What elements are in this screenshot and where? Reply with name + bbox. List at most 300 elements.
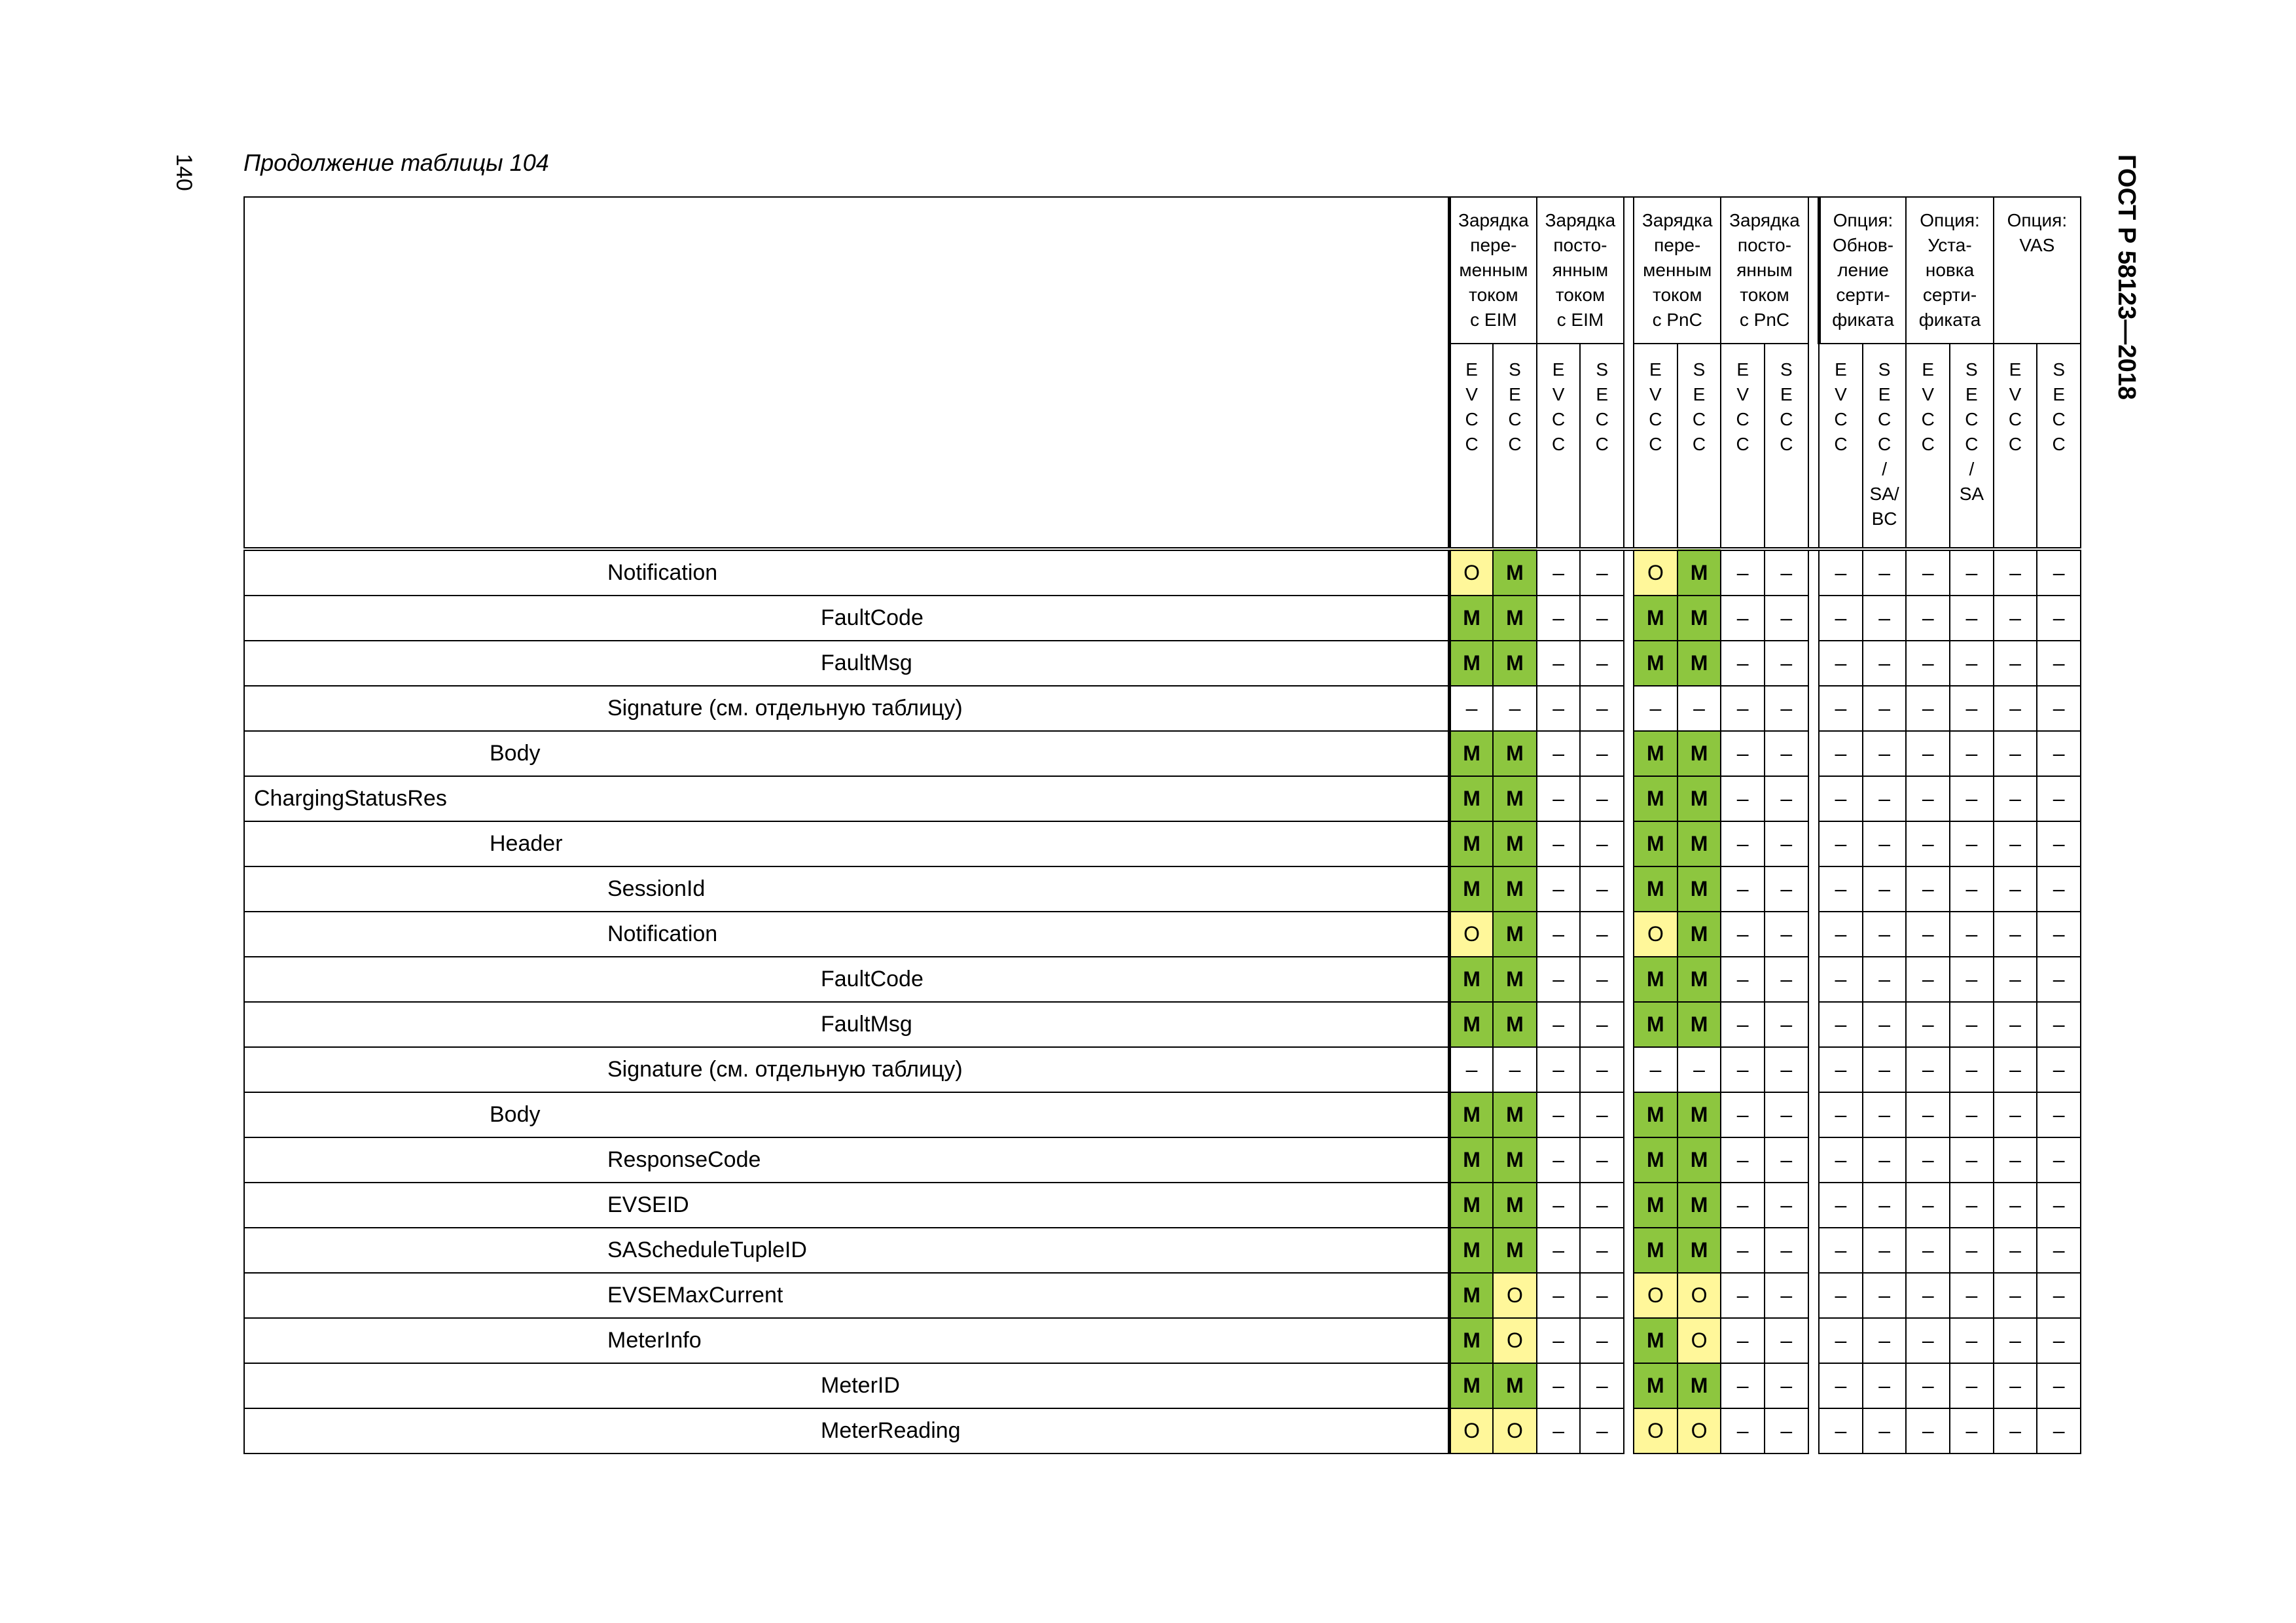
column-gap [1808, 686, 1820, 731]
requirement-cell: M [1634, 596, 1677, 641]
element-name: Signature (см. отдельную таблицу) [244, 1047, 1450, 1092]
requirement-cell: – [1765, 731, 1808, 776]
table-caption: Продолжение таблицы 104 [243, 149, 549, 176]
requirement-cell: – [1580, 731, 1624, 776]
requirement-cell: – [1950, 1273, 1994, 1318]
column-gap [1624, 1047, 1634, 1092]
requirement-cell: – [1765, 776, 1808, 821]
requirement-cell: – [2037, 866, 2081, 912]
column-gap [1808, 1092, 1820, 1137]
requirement-cell: – [1721, 1183, 1765, 1228]
table-row [244, 686, 2081, 731]
requirement-cell: – [1950, 1047, 1994, 1092]
requirement-cell: – [2037, 776, 2081, 821]
requirement-cell: – [1721, 1408, 1765, 1454]
requirement-cell: – [1906, 912, 1950, 957]
requirement-cell: – [1863, 957, 1907, 1002]
requirement-cell: – [1994, 596, 2037, 641]
column-gap [1808, 1183, 1820, 1228]
requirement-cell: – [1765, 957, 1808, 1002]
requirement-cell: M [1493, 1092, 1537, 1137]
requirement-cell: M [1450, 1228, 1494, 1273]
requirement-cell: – [1634, 1047, 1677, 1092]
element-name: EVSEID [244, 1183, 1450, 1228]
column-gap [1624, 1273, 1634, 1318]
element-name: SessionId [244, 866, 1450, 912]
table-row [244, 549, 2081, 596]
requirement-cell: – [1906, 1318, 1950, 1363]
requirement-cell: M [1677, 1092, 1721, 1137]
role-header: E V C C [1634, 344, 1677, 549]
requirement-cell: – [1906, 1137, 1950, 1183]
requirement-cell: – [1721, 1047, 1765, 1092]
requirement-cell: – [1580, 1228, 1624, 1273]
requirement-cell: – [1721, 731, 1765, 776]
requirement-cell: – [1819, 957, 1863, 1002]
requirement-cell: – [1537, 596, 1581, 641]
requirement-cell: – [1765, 1137, 1808, 1183]
requirement-cell: M [1450, 641, 1494, 686]
requirement-cell: – [1765, 1318, 1808, 1363]
requirement-cell: M [1677, 776, 1721, 821]
requirement-cell: – [1819, 1273, 1863, 1318]
requirement-cell: – [1450, 686, 1494, 731]
requirement-cell: – [1819, 821, 1863, 866]
column-gap [1808, 1137, 1820, 1183]
requirement-cell: – [1580, 1002, 1624, 1047]
requirement-cell: – [1537, 641, 1581, 686]
requirement-cell: – [2037, 912, 2081, 957]
requirement-cell: O [1493, 1318, 1537, 1363]
requirement-cell: – [1906, 1363, 1950, 1408]
requirement-cell: M [1493, 1002, 1537, 1047]
table-row [244, 866, 2081, 912]
requirement-cell: – [1819, 866, 1863, 912]
requirement-cell: M [1450, 1273, 1494, 1318]
element-name: FaultMsg [244, 1002, 1450, 1047]
requirement-cell: M [1677, 1137, 1721, 1183]
requirement-cell: M [1450, 1363, 1494, 1408]
requirement-cell: M [1677, 957, 1721, 1002]
requirement-cell: – [1994, 912, 2037, 957]
requirement-cell: – [1721, 596, 1765, 641]
requirement-cell: – [1863, 1002, 1907, 1047]
requirement-cell: – [1950, 1183, 1994, 1228]
table-row [244, 1002, 2081, 1047]
group-header [1450, 197, 1537, 344]
column-gap [1808, 1408, 1820, 1454]
requirement-cell: M [1493, 912, 1537, 957]
requirement-cell: – [1863, 1363, 1907, 1408]
requirement-cell: – [1863, 866, 1907, 912]
role-header: E V C C [1994, 344, 2037, 549]
column-gap [1808, 641, 1820, 686]
requirement-cell: – [1906, 1092, 1950, 1137]
group-header [1634, 197, 1721, 344]
requirement-cell: – [1721, 776, 1765, 821]
element-name: Signature (см. отдельную таблицу) [244, 686, 1450, 731]
requirement-cell: – [1906, 1273, 1950, 1318]
requirement-cell: M [1677, 821, 1721, 866]
requirement-cell: – [1537, 1408, 1581, 1454]
requirement-cell: – [1677, 686, 1721, 731]
requirement-cell: – [1863, 1228, 1907, 1273]
requirement-cell: – [1819, 686, 1863, 731]
requirement-cell: – [2037, 1047, 2081, 1092]
element-name: ResponseCode [244, 1137, 1450, 1183]
column-gap [1624, 957, 1634, 1002]
requirement-cell: – [1537, 1137, 1581, 1183]
requirement-cell: – [1721, 912, 1765, 957]
column-gap [1624, 1002, 1634, 1047]
requirement-cell: O [1677, 1273, 1721, 1318]
requirement-cell: – [1863, 1183, 1907, 1228]
table-row [244, 1047, 2081, 1092]
group-header-label: Зарядка пере- менным током с EIM [1458, 210, 1529, 330]
column-gap [1624, 776, 1634, 821]
group-header-label: Зарядка посто- янным током с EIM [1545, 210, 1616, 330]
requirement-cell: – [1994, 866, 2037, 912]
requirement-cell: – [1721, 1318, 1765, 1363]
column-gap [1624, 1092, 1634, 1137]
requirement-cell: – [1906, 1002, 1950, 1047]
requirement-cell: M [1634, 1183, 1677, 1228]
requirement-cell: – [1994, 1363, 2037, 1408]
requirement-cell: – [1819, 1092, 1863, 1137]
element-name: MeterInfo [244, 1318, 1450, 1363]
requirement-cell: – [1863, 1092, 1907, 1137]
requirement-cell: – [1537, 866, 1581, 912]
requirement-cell: O [1450, 912, 1494, 957]
requirement-cell: – [1721, 1228, 1765, 1273]
requirement-cell: – [1994, 1092, 2037, 1137]
column-gap [1808, 776, 1820, 821]
table-row [244, 1363, 2081, 1408]
requirement-cell: – [1994, 1002, 2037, 1047]
requirement-cell: M [1450, 821, 1494, 866]
requirement-cell: M [1634, 1137, 1677, 1183]
requirement-cell: – [1537, 1318, 1581, 1363]
column-gap [1808, 1002, 1820, 1047]
requirement-cell: – [1994, 731, 2037, 776]
requirement-cell: – [1950, 821, 1994, 866]
requirement-cell: – [1906, 957, 1950, 1002]
requirement-cell: – [1537, 731, 1581, 776]
requirement-cell: M [1450, 1183, 1494, 1228]
requirement-cell: – [1819, 776, 1863, 821]
requirement-cell: – [1580, 957, 1624, 1002]
requirement-cell: – [1580, 821, 1624, 866]
column-gap [1808, 731, 1820, 776]
role-header: E V C C [1537, 344, 1581, 549]
requirement-cell: – [1580, 912, 1624, 957]
requirement-cell: – [1580, 1047, 1624, 1092]
table-row [244, 776, 2081, 821]
requirement-cell: M [1493, 776, 1537, 821]
role-header: E V C C [1906, 344, 1950, 549]
requirement-cell: – [1863, 596, 1907, 641]
requirement-cell: M [1450, 1137, 1494, 1183]
requirement-cell: – [1580, 1092, 1624, 1137]
requirement-cell: – [1537, 1228, 1581, 1273]
requirement-cell: – [1537, 957, 1581, 1002]
requirement-cell: M [1677, 1183, 1721, 1228]
table-row [244, 596, 2081, 641]
requirement-cell: O [1634, 1408, 1677, 1454]
requirement-cell: O [1450, 549, 1494, 596]
requirement-cell: – [1721, 821, 1765, 866]
requirement-cell: M [1493, 1183, 1537, 1228]
role-header: S E C C / SA [1950, 344, 1994, 549]
table-row [244, 912, 2081, 957]
requirement-cell: O [1634, 549, 1677, 596]
group-header [1906, 197, 1993, 344]
element-name: Notification [244, 912, 1450, 957]
requirement-cell: – [1537, 686, 1581, 731]
role-header: S E C C [1765, 344, 1808, 549]
requirement-cell: M [1450, 957, 1494, 1002]
requirement-cell: – [1950, 866, 1994, 912]
column-gap [1624, 641, 1634, 686]
requirement-cell: M [1634, 641, 1677, 686]
requirement-cell: – [1994, 1228, 2037, 1273]
requirement-cell: – [2037, 1318, 2081, 1363]
element-name: Body [244, 1092, 1450, 1137]
group-header-label: Зарядка пере- менным током с PnC [1641, 210, 1713, 330]
table-row [244, 1318, 2081, 1363]
requirement-cell: – [1537, 549, 1581, 596]
requirement-cell: – [1906, 549, 1950, 596]
requirement-cell: – [1906, 821, 1950, 866]
requirement-cell: M [1450, 776, 1494, 821]
requirement-cell: – [1537, 1047, 1581, 1092]
requirement-cell: M [1634, 1318, 1677, 1363]
requirement-cell: – [1580, 1408, 1624, 1454]
requirement-cell: O [1634, 912, 1677, 957]
element-name: FaultCode [244, 596, 1450, 641]
requirement-cell: – [1994, 957, 2037, 1002]
requirement-cell: M [1677, 1228, 1721, 1273]
header-blank-cell [244, 197, 1450, 549]
requirement-cell: – [1819, 1047, 1863, 1092]
requirement-cell: – [1765, 912, 1808, 957]
column-gap [1624, 1363, 1634, 1408]
requirement-cell: – [1580, 549, 1624, 596]
requirement-cell: – [1721, 866, 1765, 912]
column-gap [1624, 1318, 1634, 1363]
table-row [244, 1137, 2081, 1183]
table-row [244, 1228, 2081, 1273]
requirement-cell: – [1950, 731, 1994, 776]
requirement-cell: M [1677, 596, 1721, 641]
requirement-cell: – [1634, 686, 1677, 731]
column-gap [1808, 596, 1820, 641]
requirement-cell: – [1765, 1092, 1808, 1137]
requirement-cell: – [1580, 596, 1624, 641]
requirement-cell: – [1950, 1002, 1994, 1047]
requirement-cell: – [1950, 1228, 1994, 1273]
requirements-table [243, 196, 2081, 1454]
requirement-cell: – [2037, 1137, 2081, 1183]
table-row [244, 957, 2081, 1002]
requirement-cell: – [1819, 1228, 1863, 1273]
requirement-cell: – [1950, 1318, 1994, 1363]
column-gap [1808, 1318, 1820, 1363]
requirement-cell: – [1580, 1318, 1624, 1363]
requirement-cell: – [1994, 1047, 2037, 1092]
requirement-cell: – [1721, 686, 1765, 731]
table-row [244, 1092, 2081, 1137]
requirement-cell: – [1580, 1137, 1624, 1183]
requirement-cell: – [2037, 641, 2081, 686]
requirement-cell: – [2037, 821, 2081, 866]
requirement-cell: – [1721, 1092, 1765, 1137]
requirement-cell: M [1493, 596, 1537, 641]
requirement-cell: – [2037, 1183, 2081, 1228]
requirement-cell: – [2037, 1092, 2081, 1137]
requirement-cell: – [1580, 866, 1624, 912]
requirement-cell: M [1677, 1363, 1721, 1408]
standard-title: ГОСТ Р 58123—2018 [2113, 154, 2140, 400]
requirement-cell: – [1765, 1363, 1808, 1408]
element-name: FaultMsg [244, 641, 1450, 686]
requirement-cell: – [1906, 596, 1950, 641]
requirement-cell: – [1580, 686, 1624, 731]
group-header [1537, 197, 1624, 344]
requirement-cell: – [1950, 686, 1994, 731]
role-header: E V C C [1450, 344, 1494, 549]
requirement-cell: – [1863, 1137, 1907, 1183]
requirement-cell: – [1906, 1047, 1950, 1092]
requirement-cell: – [2037, 549, 2081, 596]
column-gap [1808, 866, 1820, 912]
column-gap [1624, 1183, 1634, 1228]
element-name: ChargingStatusRes [244, 776, 1450, 821]
column-gap [1624, 549, 1634, 596]
requirement-cell: M [1493, 549, 1537, 596]
role-header: S E C C [2037, 344, 2081, 549]
requirement-cell: M [1634, 1363, 1677, 1408]
requirement-cell: M [1634, 1002, 1677, 1047]
requirement-cell: – [1819, 1137, 1863, 1183]
requirement-cell: M [1493, 957, 1537, 1002]
table-row [244, 731, 2081, 776]
requirement-cell: M [1493, 731, 1537, 776]
requirement-cell: – [1863, 1318, 1907, 1363]
table-row [244, 821, 2081, 866]
requirement-cell: – [1906, 641, 1950, 686]
group-header-label: Опция: VAS [2007, 210, 2068, 255]
column-gap [1808, 912, 1820, 957]
column-gap [1808, 1047, 1820, 1092]
requirement-cell: – [1819, 731, 1863, 776]
requirement-cell: M [1634, 866, 1677, 912]
requirement-cell: – [2037, 1408, 2081, 1454]
requirement-cell: – [1765, 596, 1808, 641]
requirement-cell: – [1950, 912, 1994, 957]
column-gap [1624, 821, 1634, 866]
requirement-cell: M [1677, 1002, 1721, 1047]
requirement-cell: – [1950, 1092, 1994, 1137]
requirement-cell: M [1450, 596, 1494, 641]
requirement-cell: – [1580, 776, 1624, 821]
requirement-cell: – [1863, 641, 1907, 686]
requirement-cell: M [1450, 1318, 1494, 1363]
requirement-cell: – [2037, 1273, 2081, 1318]
requirement-cell: M [1677, 912, 1721, 957]
requirement-cell: – [1765, 1002, 1808, 1047]
requirement-cell: – [1994, 686, 2037, 731]
requirement-cell: – [1721, 549, 1765, 596]
group-header [1819, 197, 1906, 344]
requirement-cell: – [1819, 596, 1863, 641]
group-header-label: Опция: Обнов- ление серти- фиката [1832, 210, 1894, 330]
column-gap [1808, 1228, 1820, 1273]
requirement-cell: – [1906, 686, 1950, 731]
requirement-cell: – [1765, 641, 1808, 686]
role-header: S E C C / SA/ BC [1863, 344, 1907, 549]
requirement-cell: – [1863, 1273, 1907, 1318]
requirement-cell: – [1765, 686, 1808, 731]
requirement-cell: – [1819, 1318, 1863, 1363]
requirement-cell: – [1537, 912, 1581, 957]
role-header: E V C C [1819, 344, 1863, 549]
requirement-cell: O [1493, 1408, 1537, 1454]
requirement-cell: – [1765, 1228, 1808, 1273]
requirement-cell: – [1950, 1363, 1994, 1408]
requirement-cell: – [1950, 776, 1994, 821]
requirement-cell: – [1950, 641, 1994, 686]
requirement-cell: – [1721, 1363, 1765, 1408]
requirement-cell: – [1721, 957, 1765, 1002]
requirement-cell: M [1450, 866, 1494, 912]
role-header: E V C C [1721, 344, 1765, 549]
requirement-cell: M [1634, 957, 1677, 1002]
requirement-cell: – [1537, 776, 1581, 821]
requirement-cell: – [1721, 1137, 1765, 1183]
column-gap [1624, 731, 1634, 776]
requirement-cell: M [1450, 731, 1494, 776]
element-name: MeterReading [244, 1408, 1450, 1454]
column-gap [1624, 866, 1634, 912]
group-header [1721, 197, 1808, 344]
requirement-cell: – [1819, 1183, 1863, 1228]
requirement-cell: – [1537, 1183, 1581, 1228]
requirement-cell: O [1450, 1408, 1494, 1454]
requirement-cell: – [1994, 821, 2037, 866]
requirement-cell: – [2037, 1228, 2081, 1273]
requirement-cell: – [1863, 1047, 1907, 1092]
requirement-cell: M [1493, 641, 1537, 686]
requirement-cell: – [1863, 776, 1907, 821]
requirement-cell: M [1493, 1363, 1537, 1408]
table-row [244, 1183, 2081, 1228]
requirement-cell: – [1765, 1273, 1808, 1318]
requirement-cell: – [1493, 686, 1537, 731]
requirement-cell: – [1863, 1408, 1907, 1454]
group-header-label: Опция: Уста- новка серти- фиката [1918, 210, 1981, 330]
requirement-cell: – [1906, 731, 1950, 776]
element-name: FaultCode [244, 957, 1450, 1002]
requirement-cell: – [1819, 912, 1863, 957]
requirement-cell: – [1580, 1273, 1624, 1318]
requirement-cell: – [1994, 1318, 2037, 1363]
requirement-cell: – [2037, 596, 2081, 641]
requirement-cell: – [1721, 1273, 1765, 1318]
requirement-cell: O [1634, 1273, 1677, 1318]
requirement-cell: M [1450, 1002, 1494, 1047]
requirement-cell: – [1863, 549, 1907, 596]
